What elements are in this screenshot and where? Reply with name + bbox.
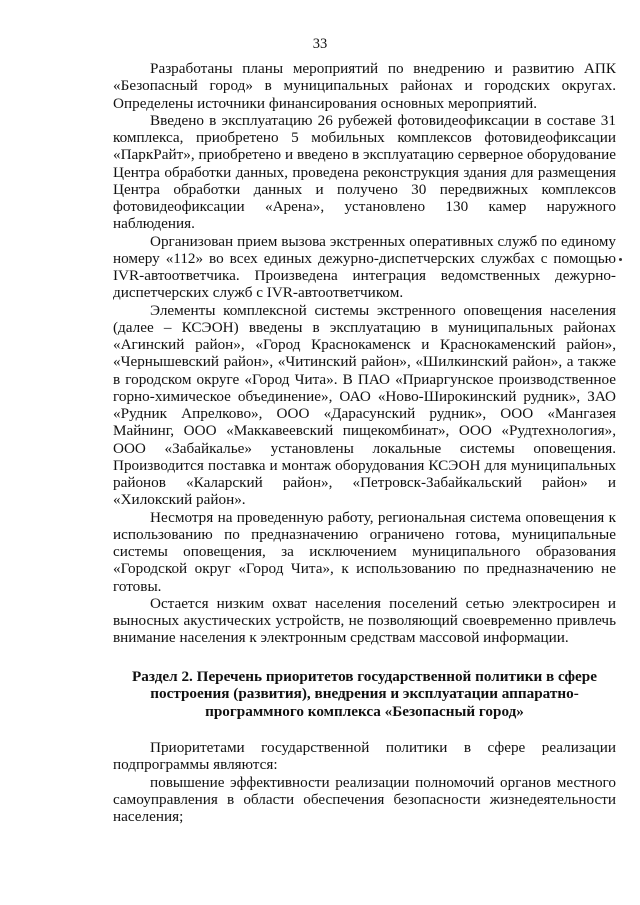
paragraph-emergency-112: Организован прием вызова экстренных оперативных служб по единому номеру «112» во всех единых дежурно-диспетчерских службах с помощью IVR-автоответчика. Произведена интеграция ведомственных дежурно-диспетчерских служб с IVR-автоответчиком. <box>113 232 616 302</box>
paragraph-priorities-intro: Приоритетами государственной политики в сфере реализации подпрограммы являются: <box>113 739 616 774</box>
paragraph-photo-video-fixation: Введено в эксплуатацию 26 рубежей фотовидеофиксации в составе 31 комплекса, приобретено 5 мобильных комплексов фотовидеофиксации «ПаркРайт», приобретено и введено в эксплуатацию серверное оборудование Центра обработки данных, проведена реконструкция здания для размещения Центра обработки данных и получено 30 передвижных комплексов фотовидеофиксации «Арена», установлено 130 камер наружного наблюдения. <box>113 111 616 233</box>
page-number: 33 <box>312 36 328 52</box>
paragraph-siren-coverage: Остается низким охват населения поселений сетью электросирен и выносных акустических устройств, не позволяющий своевременно привлечь внимание населения к электронным средствам массовой информации. <box>113 594 616 647</box>
paragraph-kseon-elements: Элементы комплексной системы экстренного оповещения населения (далее – КСЭОН) введены в эксплуатацию в муниципальных районах «Агинский район», «Город Краснокаменск и Краснокаменский район», «Чернышевский район», «Читинский район», «Шилкинский район», а также в городском округе «Город Чита». В ПАО «Приаргунское производственное горно-химическое объединение», ОАО «Ново-Широкинский рудник», ЗАО «Рудник Апрелково», ООО «Дарасунский рудник», ООО «Мангазея Майнинг, ООО «Маккавеевский пищекомбинат», ООО «Рудтехнология», ООО «Забайкалье» установлены локальные системы оповещения. Производится поставка и монтаж оборудования КСЭОН для муниципальных районов «Каларский район», «Петровск-Забайкальский район» и «Хилокский район». <box>113 301 616 509</box>
scan-speck <box>619 258 622 261</box>
paragraph-warning-system-readiness: Несмотря на проведенную работу, региональная система оповещения к использованию по предназначению ограничено готова, муниципальные системы оповещения, за исключением муниципального образования «Городской округ «Город Чита», к использованию по предназначению не готовы. <box>113 508 616 595</box>
document-body <box>113 60 616 825</box>
paragraph-priority-item: повышение эффективности реализации полномочий органов местного самоуправления в области обеспечения безопасности жизнедеятельности населения; <box>113 773 616 825</box>
section-heading: Раздел 2. Перечень приоритетов государственной политики в сфере построения (развития), внедрения и эксплуатации аппаратно-программного комплекса «Безопасный город» <box>132 667 597 720</box>
paragraph-apk-plans: Разработаны планы мероприятий по внедрению и развитию АПК «Безопасный город» в муниципальных районах и городских округах. Определены источники финансирования основных мероприятий. <box>113 60 616 112</box>
